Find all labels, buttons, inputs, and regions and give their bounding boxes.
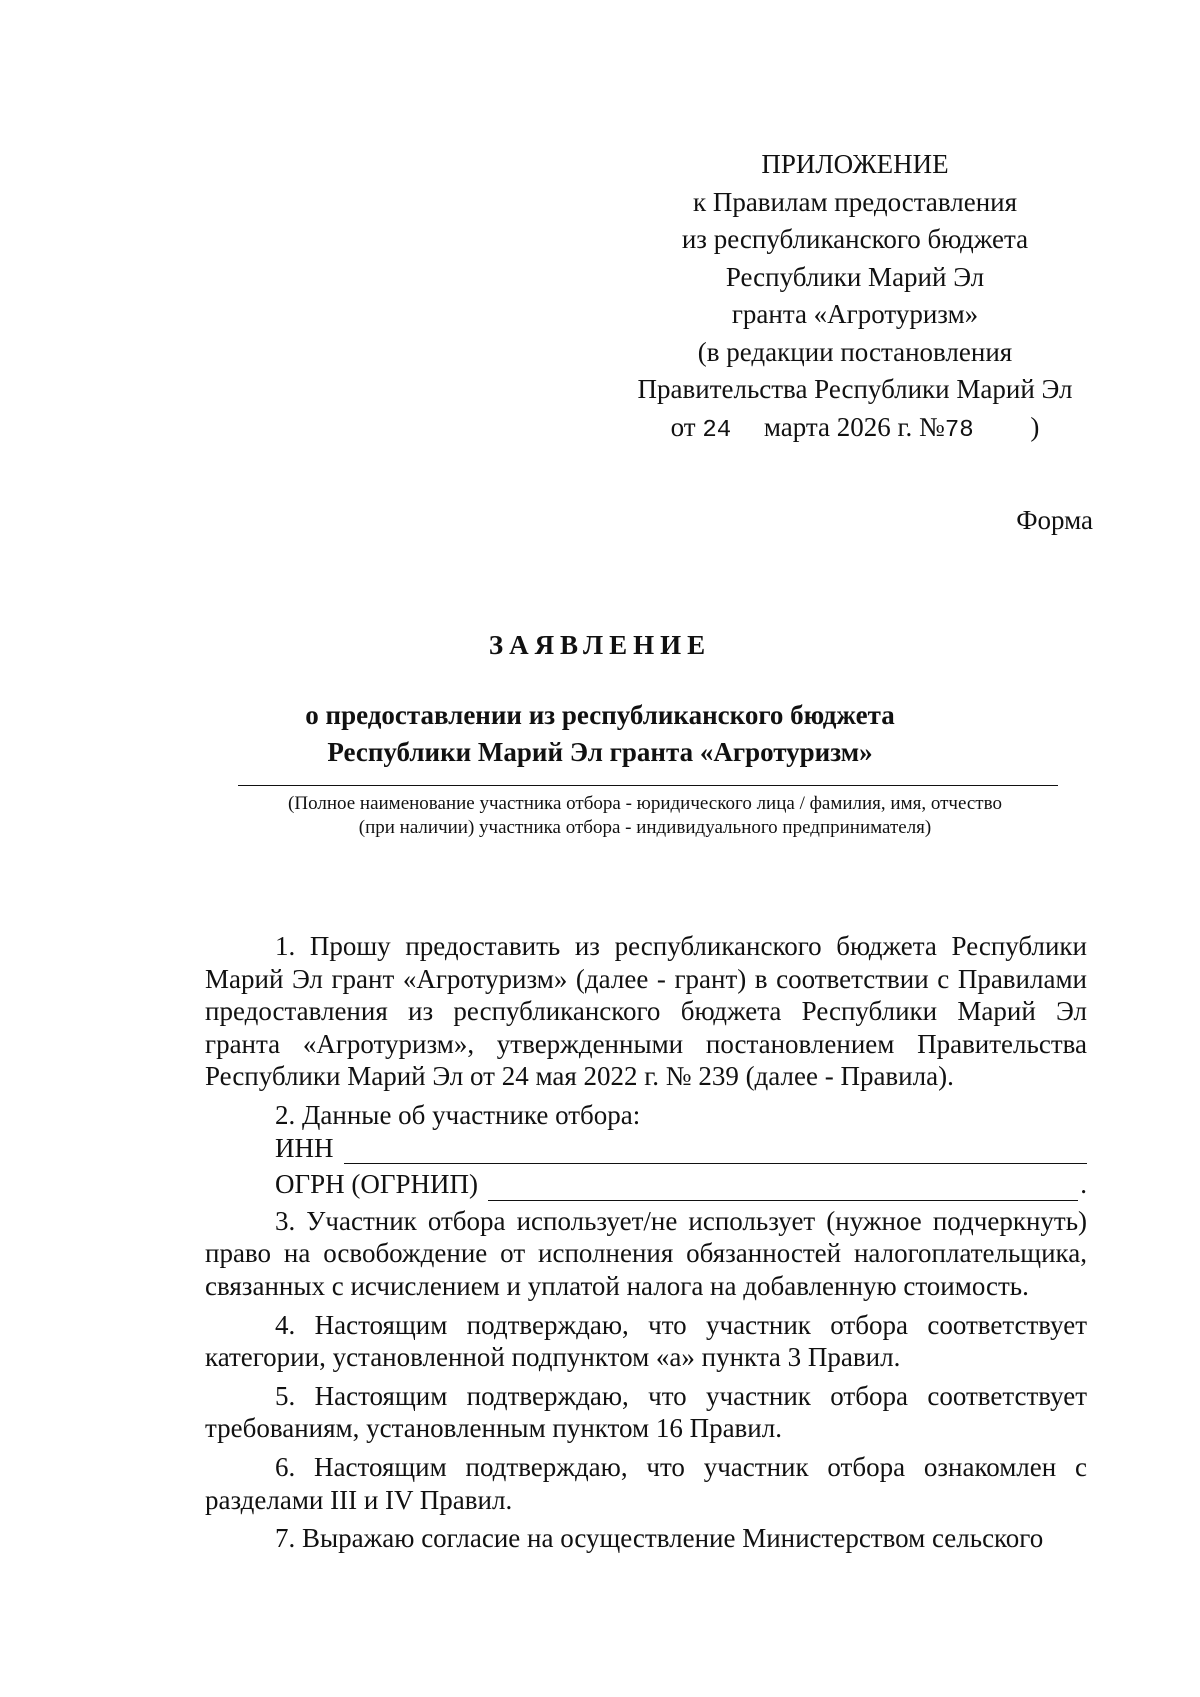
date-prefix: от (670, 411, 696, 442)
date-day: 24 (702, 416, 732, 444)
appendix-line-6: Правительства Республики Марий Эл (637, 374, 1073, 404)
date-month-year: марта 2026 г. № (763, 411, 945, 442)
ogrn-field[interactable] (488, 1174, 1078, 1201)
paragraph-3: 3. Участник отбора использует/не использует (нужное подчеркнуть) право на освобождение от исполнения обязанностей налогоплательщика, связанных с исчислением и уплатой налога на добавленную стоимость. (205, 1205, 1087, 1301)
inn-field[interactable] (344, 1137, 1088, 1164)
applicant-name-field[interactable] (238, 785, 1058, 786)
appendix-header (610, 146, 1100, 449)
inn-row (205, 1132, 1087, 1165)
ogrn-end-dot: . (1080, 1169, 1087, 1200)
applicant-name-caption (200, 792, 1090, 840)
document-title: ЗАЯВЛЕНИЕ (488, 630, 712, 660)
inn-label: ИНН (275, 1132, 334, 1163)
paragraph-6: 6. Настоящим подтверждаю, что участник отбора ознакомлен с разделами III и IV Правил. (205, 1451, 1087, 1515)
subtitle-line-1: о предоставлении из республиканского бюджета (305, 700, 895, 730)
subtitle-line-2: Республики Марий Эл гранта «Агротуризм» (327, 737, 873, 767)
appendix-line-4: гранта «Агротуризм» (731, 299, 979, 329)
appendix-line-1: к Правилам предоставления (692, 186, 1018, 217)
caption-line-1: (Полное наименование участника отбора - юридического лица / фамилия, имя, отчество (288, 793, 1002, 814)
appendix-date-line (610, 409, 1100, 450)
document-body (205, 930, 1087, 1561)
appendix-line-5: (в редакции постановления (697, 336, 1013, 367)
paragraph-7: 7. Выражаю согласие на осуществление Министерством сельского (275, 1523, 1044, 1554)
appendix-line-3: Республики Марий Эл (725, 261, 985, 292)
document-subtitle (0, 697, 1200, 771)
paragraph-1: 1. Прошу предоставить из республиканского бюджета Республики Марий Эл грант «Агротуризм» (далее - грант) в соответствии с Правилами предоставления из республиканского бюджета Республики Марий Эл гранта «Агротуризм», утвержденными постановлением Правительства Республики Марий Эл от 24 мая 2022 г. № 239 (далее - Правила). (205, 931, 1087, 1092)
paragraph-5: 5. Настоящим подтверждаю, что участник отбора соответствует требованиям, установленным пунктом 16 Правил. (205, 1380, 1087, 1444)
appendix-line-2: из республиканского бюджета (681, 224, 1029, 254)
paragraph-4: 4. Настоящим подтверждаю, что участник отбора соответствует категории, установленной подпунктом «а» пункта 3 Правил. (205, 1309, 1087, 1373)
date-close-paren: ) (1030, 411, 1040, 442)
ogrn-row (205, 1168, 1087, 1201)
decree-number: 78 (944, 416, 974, 444)
paragraph-2: 2. Данные об участнике отбора: (275, 1099, 641, 1130)
form-label: Форма (1016, 505, 1093, 535)
ogrn-label: ОГРН (ОГРНИП) (275, 1169, 478, 1200)
caption-line-2: (при наличии) участника отбора - индивидуального предпринимателя) (358, 817, 932, 838)
appendix-title: ПРИЛОЖЕНИЕ (761, 149, 949, 179)
